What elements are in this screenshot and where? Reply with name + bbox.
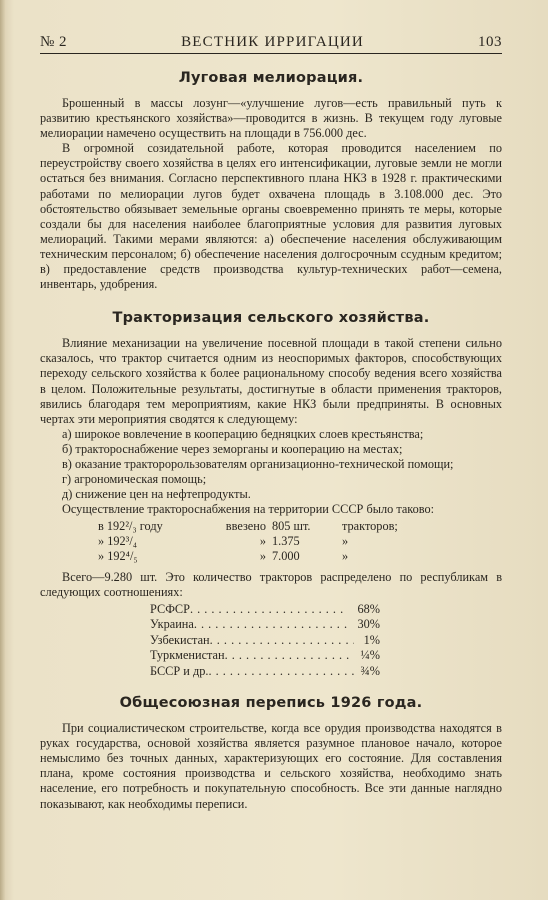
imports-tail: » [342, 549, 349, 564]
list-item: а) широкое вовлечение в кооперацию бедняцких слоев крестьянства; [62, 426, 424, 441]
list-item: в) оказание трактоpopользователям организационно-технической помощи; [62, 456, 454, 471]
leader-dots [208, 664, 354, 680]
imports-count: 805 шт. [272, 519, 311, 534]
imports-year: » 192⁴/₅ [98, 549, 138, 564]
list-item: б) трактороснабжение через земорганы и кооперацию на местах; [62, 441, 403, 456]
imports-row [98, 534, 502, 549]
paragraph: Влияние механизации на увеличение посевной площади в такой степени сильно сказалось, что трактор считается одним из неоспоримых факторов, способствующих переходу сельского хозяйства к более рациональному способу ведения всего хозяйства в целом. Положительные результаты, достигнутые в области применения тракторов, явились благодаря тем мероприятиям, какие НКЗ были предприняты. В основных чертах эти мероприятия сводятся к следующему: [40, 336, 502, 426]
share-row [150, 602, 380, 618]
share-republic: Украина [150, 617, 194, 632]
paragraph: Всего—9.280 шт. Это количество тракторов распределено по республикам в следующих соотношениях: [40, 570, 502, 600]
imports-count: 7.000 [272, 549, 300, 564]
share-value: ¼% [360, 648, 380, 663]
imports-row [98, 519, 502, 534]
leader-dots [225, 648, 354, 664]
measures-list [40, 427, 502, 502]
share-republic: Узбекистан [150, 632, 210, 647]
share-value: 30% [357, 617, 380, 632]
paragraph: Брошенный в массы лозунг—«улучшение лугов—есть правильный путь к развитию крестьянского хозяйства»—проводится в жизнь. В текущем году луговые мелиорации намечено осуществить на площади в 756.000 дес. [40, 96, 502, 141]
share-republic: БССР и др. [150, 663, 209, 678]
share-value: 1% [363, 632, 380, 647]
section-title-tractorization: Тракторизация сельского хозяйства. [112, 310, 430, 327]
share-value: ¾% [360, 663, 380, 678]
share-value: 68% [357, 601, 380, 616]
share-row [150, 617, 380, 633]
paragraph: В огромной созидательной работе, которая проводится населением по переустройству своего хозяйства в целях его интенсификации, луговые земли не могли остаться без внимания. Согласно перспективного плана НКЗ в 1928 г. практическими работами по мелиорации лугов будет охвачена площадь в 3.108.000 дес. Это обстоятельство обязывает земельные органы своевременно принять те меры, которые создали бы для населения наиболее благоприятные условия для развития луговых мелиораций. Такими мерами являются: а) обеспечение населения обслуживающим техническим персоналом; б) обеспечение населения долгосрочным ссудным кредитом; в) предоставление средств производства культур-технических работ—семена, инвентарь, удобрения. [40, 141, 502, 292]
leader-dots [210, 633, 354, 649]
section-title-census: Общесоюзная перепись 1926 года. [119, 695, 423, 712]
tractor-imports-table [98, 519, 502, 564]
leader-dots [194, 617, 354, 633]
imports-tail: тракторов; [342, 519, 398, 534]
list-item: г) агрономическая помощь; [62, 472, 207, 487]
imports-year: » 192³/₄ [98, 534, 138, 549]
leader-dots [190, 602, 354, 618]
running-header [40, 34, 502, 54]
republic-shares-list [150, 602, 380, 680]
imports-tail: » [342, 534, 349, 549]
share-row [150, 664, 380, 680]
list-item: д) снижение цен на нефтепродукты. [62, 487, 251, 502]
imports-word: » [259, 549, 266, 564]
issue-number: № 2 [40, 34, 68, 50]
paragraph: При социалистическом строительстве, когда все орудия производства находятся в руках государства, основой хозяйства является разумное плановое начало, которое немыслимо без точных данных, характеризующих его состояние. Для составления плана, кроме состояния производства и сельского хозяйства, необходимо знать население, его потребность и покупательную способность. Все эти данные наглядно показывают, как необходимы переписи. [40, 721, 502, 811]
share-row [150, 648, 380, 664]
share-republic: РСФСР [150, 601, 190, 616]
page-number: 103 [478, 34, 502, 50]
imports-count: 1.375 [272, 534, 300, 549]
imports-row [98, 549, 502, 564]
share-republic: Туркменистан [150, 648, 225, 663]
imports-word: » [259, 534, 266, 549]
paragraph: Осуществление трактороснабжения на территории СССР было таково: [62, 502, 435, 517]
imports-word: ввезено [225, 519, 266, 534]
section-title-meadow: Луговая мелиорация. [178, 70, 364, 86]
share-row [150, 633, 380, 649]
book-spine-shadow [0, 0, 6, 900]
imports-year: в 192²/₃ году [98, 519, 163, 534]
journal-title: ВЕСТНИК ИРРИГАЦИИ [181, 34, 364, 50]
